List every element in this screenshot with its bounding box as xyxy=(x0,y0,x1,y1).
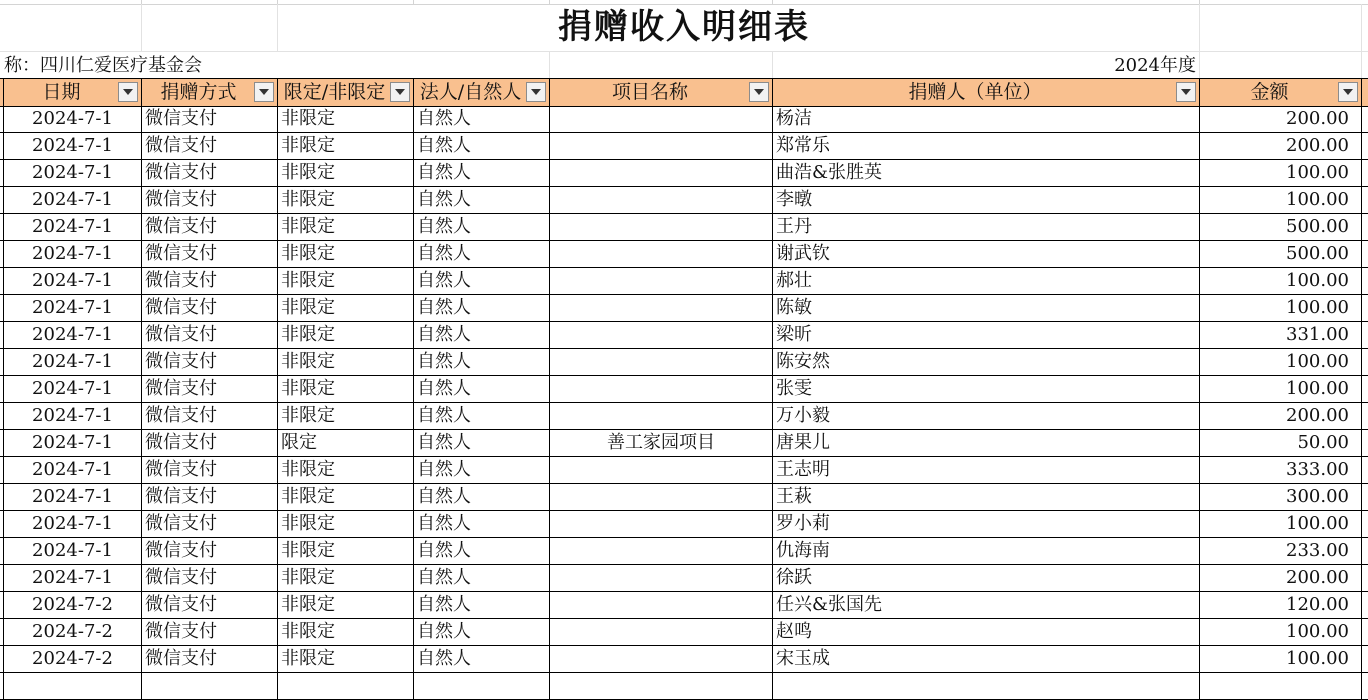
cell-person-type[interactable]: 自然人 xyxy=(414,160,550,187)
cell-donor[interactable]: 赵鸣 xyxy=(773,619,1200,646)
row-edge-right xyxy=(1362,376,1368,403)
row-edge-right xyxy=(1362,349,1368,376)
row-edge-right xyxy=(1362,268,1368,295)
cell-project[interactable] xyxy=(550,511,773,538)
header-person-type[interactable] xyxy=(414,79,550,107)
row-edge-right xyxy=(1362,457,1368,484)
row-edge-right xyxy=(1362,214,1368,241)
filter-dropdown-project[interactable] xyxy=(749,82,769,102)
cell-method[interactable]: 微信支付 xyxy=(142,511,278,538)
header-donor-label: 捐赠人（单位） xyxy=(908,81,1042,103)
cell-amount[interactable]: 100.00 xyxy=(1200,349,1362,376)
cell-amount[interactable]: 120.00 xyxy=(1200,592,1362,619)
cell-donor[interactable]: 杨洁 xyxy=(773,106,1200,133)
cell-person-type[interactable]: 自然人 xyxy=(414,592,550,619)
cell-donor[interactable]: 梁昕 xyxy=(773,322,1200,349)
table-row xyxy=(0,484,1368,511)
cell-donor[interactable]: 徐跃 xyxy=(773,565,1200,592)
table-row xyxy=(0,376,1368,403)
organization-label[interactable]: 称：四川仁爱医疗基金会 xyxy=(4,55,202,76)
cell-person-type[interactable]: 自然人 xyxy=(414,106,550,133)
cell-method[interactable]: 微信支付 xyxy=(142,619,278,646)
cell-method[interactable]: 微信支付 xyxy=(142,295,278,322)
cell-person-type[interactable]: 自然人 xyxy=(414,565,550,592)
cell-date[interactable]: 2024-7-1 xyxy=(4,133,142,160)
cell-date[interactable]: 2024-7-2 xyxy=(4,619,142,646)
table-row xyxy=(0,214,1368,241)
cell-donor[interactable]: 宋玉成 xyxy=(773,646,1200,673)
cell-donor[interactable]: 陈安然 xyxy=(773,349,1200,376)
cell-project[interactable] xyxy=(550,241,773,268)
filter-dropdown-person-type[interactable] xyxy=(526,82,546,102)
cell-date[interactable]: 2024-7-1 xyxy=(4,268,142,295)
header-restriction[interactable] xyxy=(278,79,414,107)
cell-donor[interactable]: 王志明 xyxy=(773,457,1200,484)
header-project-label: 项目名称 xyxy=(611,81,688,103)
cell-person-type[interactable]: 自然人 xyxy=(414,376,550,403)
cell-method[interactable]: 微信支付 xyxy=(142,268,278,295)
cell-project[interactable] xyxy=(550,565,773,592)
cell-person-type[interactable]: 自然人 xyxy=(414,538,550,565)
cell-project[interactable]: 善工家园项目 xyxy=(550,430,773,457)
cell-restriction[interactable]: 限定 xyxy=(278,430,414,457)
cell-method[interactable]: 微信支付 xyxy=(142,565,278,592)
cell-method[interactable]: 微信支付 xyxy=(142,160,278,187)
cell-donor[interactable]: 曲浩&张胜英 xyxy=(773,160,1200,187)
cell-method[interactable] xyxy=(142,673,278,700)
table-row xyxy=(0,619,1368,646)
dropdown-arrow-icon xyxy=(259,89,269,95)
cell-method[interactable]: 微信支付 xyxy=(142,457,278,484)
cell-project[interactable] xyxy=(550,673,773,700)
cell-person-type[interactable]: 自然人 xyxy=(414,403,550,430)
header-date-label: 日期 xyxy=(42,81,81,103)
cell-project[interactable] xyxy=(550,214,773,241)
sheet-title[interactable]: 捐赠收入明细表 xyxy=(558,7,810,47)
cell-date[interactable]: 2024-7-1 xyxy=(4,187,142,214)
row-edge-right xyxy=(1362,106,1368,133)
cell-date[interactable]: 2024-7-1 xyxy=(4,403,142,430)
cell-date[interactable]: 2024-7-1 xyxy=(4,295,142,322)
cell-restriction[interactable]: 非限定 xyxy=(278,376,414,403)
filter-dropdown-amount[interactable] xyxy=(1338,82,1358,102)
cell-method[interactable]: 微信支付 xyxy=(142,214,278,241)
cell-restriction[interactable] xyxy=(278,673,414,700)
row-edge-right xyxy=(1362,133,1368,160)
filter-dropdown-restriction[interactable] xyxy=(390,82,410,102)
table-row xyxy=(0,457,1368,484)
cell-method[interactable]: 微信支付 xyxy=(142,322,278,349)
cell-person-type[interactable]: 自然人 xyxy=(414,295,550,322)
header-restriction-label: 限定/非限定 xyxy=(283,81,386,103)
row-edge-right xyxy=(1362,160,1368,187)
table-row xyxy=(0,538,1368,565)
cell-person-type[interactable]: 自然人 xyxy=(414,646,550,673)
cell-method[interactable]: 微信支付 xyxy=(142,646,278,673)
cell-restriction[interactable]: 非限定 xyxy=(278,484,414,511)
cell-amount[interactable]: 233.00 xyxy=(1200,538,1362,565)
cell-restriction[interactable]: 非限定 xyxy=(278,592,414,619)
cell-date[interactable]: 2024-7-2 xyxy=(4,592,142,619)
cell-project[interactable] xyxy=(550,538,773,565)
cell-method[interactable]: 微信支付 xyxy=(142,187,278,214)
cell-date[interactable]: 2024-7-1 xyxy=(4,106,142,133)
row-edge-right xyxy=(1362,619,1368,646)
cell-donor[interactable]: 仇海南 xyxy=(773,538,1200,565)
cell-project[interactable] xyxy=(550,457,773,484)
cell-donor[interactable]: 唐果儿 xyxy=(773,430,1200,457)
cell-date[interactable]: 2024-7-1 xyxy=(4,538,142,565)
table-row xyxy=(0,268,1368,295)
cell-person-type[interactable]: 自然人 xyxy=(414,268,550,295)
row-edge-right xyxy=(1362,646,1368,673)
cell-project[interactable] xyxy=(550,322,773,349)
cell-date[interactable]: 2024-7-1 xyxy=(4,430,142,457)
row-edge-right xyxy=(1362,295,1368,322)
cell-restriction[interactable]: 非限定 xyxy=(278,268,414,295)
cell-restriction[interactable]: 非限定 xyxy=(278,349,414,376)
cell-restriction[interactable]: 非限定 xyxy=(278,403,414,430)
cell-project[interactable] xyxy=(550,160,773,187)
cell-project[interactable] xyxy=(550,619,773,646)
cell-restriction[interactable]: 非限定 xyxy=(278,106,414,133)
cell-date[interactable]: 2024-7-1 xyxy=(4,214,142,241)
header-person-type-label: 法人/自然人 xyxy=(419,81,522,103)
cell-date[interactable]: 2024-7-1 xyxy=(4,457,142,484)
cell-amount[interactable]: 100.00 xyxy=(1200,268,1362,295)
cell-person-type[interactable]: 自然人 xyxy=(414,322,550,349)
cell-donor[interactable]: 郑常乐 xyxy=(773,133,1200,160)
dropdown-arrow-icon xyxy=(1343,89,1353,95)
cell-person-type[interactable]: 自然人 xyxy=(414,187,550,214)
cell-amount[interactable]: 200.00 xyxy=(1200,133,1362,160)
cell-person-type[interactable]: 自然人 xyxy=(414,619,550,646)
cell-person-type[interactable]: 自然人 xyxy=(414,511,550,538)
cell-amount[interactable]: 200.00 xyxy=(1200,106,1362,133)
cell-method[interactable]: 微信支付 xyxy=(142,538,278,565)
cell-donor[interactable]: 万小毅 xyxy=(773,403,1200,430)
cell-project[interactable] xyxy=(550,349,773,376)
cell-restriction[interactable]: 非限定 xyxy=(278,457,414,484)
dropdown-arrow-icon xyxy=(1181,89,1191,95)
cell-date[interactable]: 2024-7-1 xyxy=(4,349,142,376)
cell-restriction[interactable]: 非限定 xyxy=(278,187,414,214)
cell-donor[interactable]: 任兴&张国先 xyxy=(773,592,1200,619)
cell-donor[interactable] xyxy=(773,673,1200,700)
table-row xyxy=(0,241,1368,268)
dropdown-arrow-icon xyxy=(123,89,133,95)
cell-amount[interactable]: 50.00 xyxy=(1200,430,1362,457)
table-row xyxy=(0,106,1368,133)
table-row xyxy=(0,187,1368,214)
cell-method[interactable]: 微信支付 xyxy=(142,484,278,511)
table-row xyxy=(0,295,1368,322)
cell-restriction[interactable]: 非限定 xyxy=(278,133,414,160)
title-row xyxy=(0,4,1368,51)
cell-date[interactable]: 2024-7-1 xyxy=(4,484,142,511)
cell-restriction[interactable]: 非限定 xyxy=(278,646,414,673)
row-edge-right xyxy=(1362,322,1368,349)
cell-restriction[interactable]: 非限定 xyxy=(278,619,414,646)
cell-project[interactable] xyxy=(550,646,773,673)
cell-donor[interactable]: 王丹 xyxy=(773,214,1200,241)
cell-restriction[interactable]: 非限定 xyxy=(278,160,414,187)
cell-donor[interactable]: 王萩 xyxy=(773,484,1200,511)
row-edge-right xyxy=(1362,187,1368,214)
cell-donor[interactable]: 谢武钦 xyxy=(773,241,1200,268)
cell-project[interactable] xyxy=(550,106,773,133)
cell-amount[interactable]: 200.00 xyxy=(1200,403,1362,430)
table-row xyxy=(0,646,1368,673)
cell-date[interactable] xyxy=(4,673,142,700)
cell-amount[interactable]: 500.00 xyxy=(1200,214,1362,241)
cell-method[interactable]: 微信支付 xyxy=(142,376,278,403)
cell-amount[interactable]: 200.00 xyxy=(1200,565,1362,592)
cell-date[interactable]: 2024-7-1 xyxy=(4,376,142,403)
dropdown-arrow-icon xyxy=(754,89,764,95)
cell-project[interactable] xyxy=(550,187,773,214)
cell-person-type[interactable]: 自然人 xyxy=(414,484,550,511)
cell-restriction[interactable]: 非限定 xyxy=(278,322,414,349)
cell-method[interactable]: 微信支付 xyxy=(142,430,278,457)
cell-project[interactable] xyxy=(550,403,773,430)
row-edge-right xyxy=(1362,403,1368,430)
cell-person-type[interactable]: 自然人 xyxy=(414,457,550,484)
table-row xyxy=(0,511,1368,538)
filter-dropdown-method[interactable] xyxy=(254,82,274,102)
cell-method[interactable]: 微信支付 xyxy=(142,133,278,160)
table-row xyxy=(0,322,1368,349)
cell-project[interactable] xyxy=(550,133,773,160)
table-row xyxy=(0,349,1368,376)
cell-method[interactable]: 微信支付 xyxy=(142,403,278,430)
table-row xyxy=(0,403,1368,430)
row-edge-right xyxy=(1362,673,1368,700)
cell-date[interactable]: 2024-7-1 xyxy=(4,511,142,538)
row-edge-right xyxy=(1362,241,1368,268)
cell-project[interactable] xyxy=(550,376,773,403)
filter-dropdown-date[interactable] xyxy=(118,82,138,102)
cell-person-type[interactable] xyxy=(414,673,550,700)
row-edge-right xyxy=(1362,565,1368,592)
cell-date[interactable]: 2024-7-1 xyxy=(4,322,142,349)
cell-method[interactable]: 微信支付 xyxy=(142,592,278,619)
cell-amount[interactable]: 100.00 xyxy=(1200,619,1362,646)
table-row xyxy=(0,592,1368,619)
header-method-label: 捐赠方式 xyxy=(160,81,237,103)
dropdown-arrow-icon xyxy=(395,89,405,95)
dropdown-arrow-icon xyxy=(531,89,541,95)
cell-person-type[interactable]: 自然人 xyxy=(414,133,550,160)
cell-date[interactable]: 2024-7-1 xyxy=(4,565,142,592)
header-amount[interactable] xyxy=(1200,79,1362,107)
table-row xyxy=(0,430,1368,457)
row-edge-right xyxy=(1362,538,1368,565)
filter-dropdown-donor[interactable] xyxy=(1176,82,1196,102)
header-donor[interactable] xyxy=(773,79,1200,107)
cell-person-type[interactable]: 自然人 xyxy=(414,241,550,268)
cell-donor[interactable]: 罗小莉 xyxy=(773,511,1200,538)
header-amount-label: 金额 xyxy=(1250,81,1289,103)
cell-amount[interactable] xyxy=(1200,673,1362,700)
cell-donor[interactable]: 张雯 xyxy=(773,376,1200,403)
cell-date[interactable]: 2024-7-1 xyxy=(4,241,142,268)
info-row xyxy=(0,51,1368,79)
table-row xyxy=(0,133,1368,160)
cell-amount[interactable]: 333.00 xyxy=(1200,457,1362,484)
header-date[interactable] xyxy=(4,79,142,107)
cell-method[interactable]: 微信支付 xyxy=(142,106,278,133)
cell-donor[interactable]: 陈敏 xyxy=(773,295,1200,322)
cell-amount[interactable]: 500.00 xyxy=(1200,241,1362,268)
cell-restriction[interactable]: 非限定 xyxy=(278,565,414,592)
cell-project[interactable] xyxy=(550,592,773,619)
cell-restriction[interactable]: 非限定 xyxy=(278,295,414,322)
cell-amount[interactable]: 331.00 xyxy=(1200,322,1362,349)
cell-amount[interactable]: 100.00 xyxy=(1200,511,1362,538)
cell-project[interactable] xyxy=(550,484,773,511)
table-row xyxy=(0,565,1368,592)
header-edge-right xyxy=(1362,79,1368,107)
cell-amount[interactable]: 100.00 xyxy=(1200,160,1362,187)
cell-restriction[interactable]: 非限定 xyxy=(278,241,414,268)
cell-method[interactable]: 微信支付 xyxy=(142,349,278,376)
cell-date[interactable]: 2024-7-1 xyxy=(4,160,142,187)
cell-amount[interactable]: 100.00 xyxy=(1200,295,1362,322)
header-method[interactable] xyxy=(142,79,278,107)
cell-amount[interactable]: 100.00 xyxy=(1200,376,1362,403)
header-project[interactable] xyxy=(550,79,773,107)
cell-person-type[interactable]: 自然人 xyxy=(414,430,550,457)
cell-restriction[interactable]: 非限定 xyxy=(278,538,414,565)
cell-restriction[interactable]: 非限定 xyxy=(278,214,414,241)
cell-amount[interactable]: 100.00 xyxy=(1200,187,1362,214)
table-row xyxy=(0,160,1368,187)
cell-project[interactable] xyxy=(550,268,773,295)
cell-date[interactable]: 2024-7-2 xyxy=(4,646,142,673)
cell-restriction[interactable]: 非限定 xyxy=(278,511,414,538)
row-edge-right xyxy=(1362,484,1368,511)
row-edge-right xyxy=(1362,592,1368,619)
cell-project[interactable] xyxy=(550,295,773,322)
row-edge-right xyxy=(1362,511,1368,538)
cell-method[interactable]: 微信支付 xyxy=(142,241,278,268)
table-row xyxy=(0,673,1368,700)
cell-person-type[interactable]: 自然人 xyxy=(414,349,550,376)
row-edge-right xyxy=(1362,430,1368,457)
cell-amount[interactable]: 100.00 xyxy=(1200,646,1362,673)
cell-donor[interactable]: 李暾 xyxy=(773,187,1200,214)
header-row xyxy=(0,78,1368,107)
cell-amount[interactable]: 300.00 xyxy=(1200,484,1362,511)
cell-person-type[interactable]: 自然人 xyxy=(414,214,550,241)
year-label[interactable]: 2024年度 xyxy=(1114,55,1196,76)
cell-donor[interactable]: 郝壮 xyxy=(773,268,1200,295)
